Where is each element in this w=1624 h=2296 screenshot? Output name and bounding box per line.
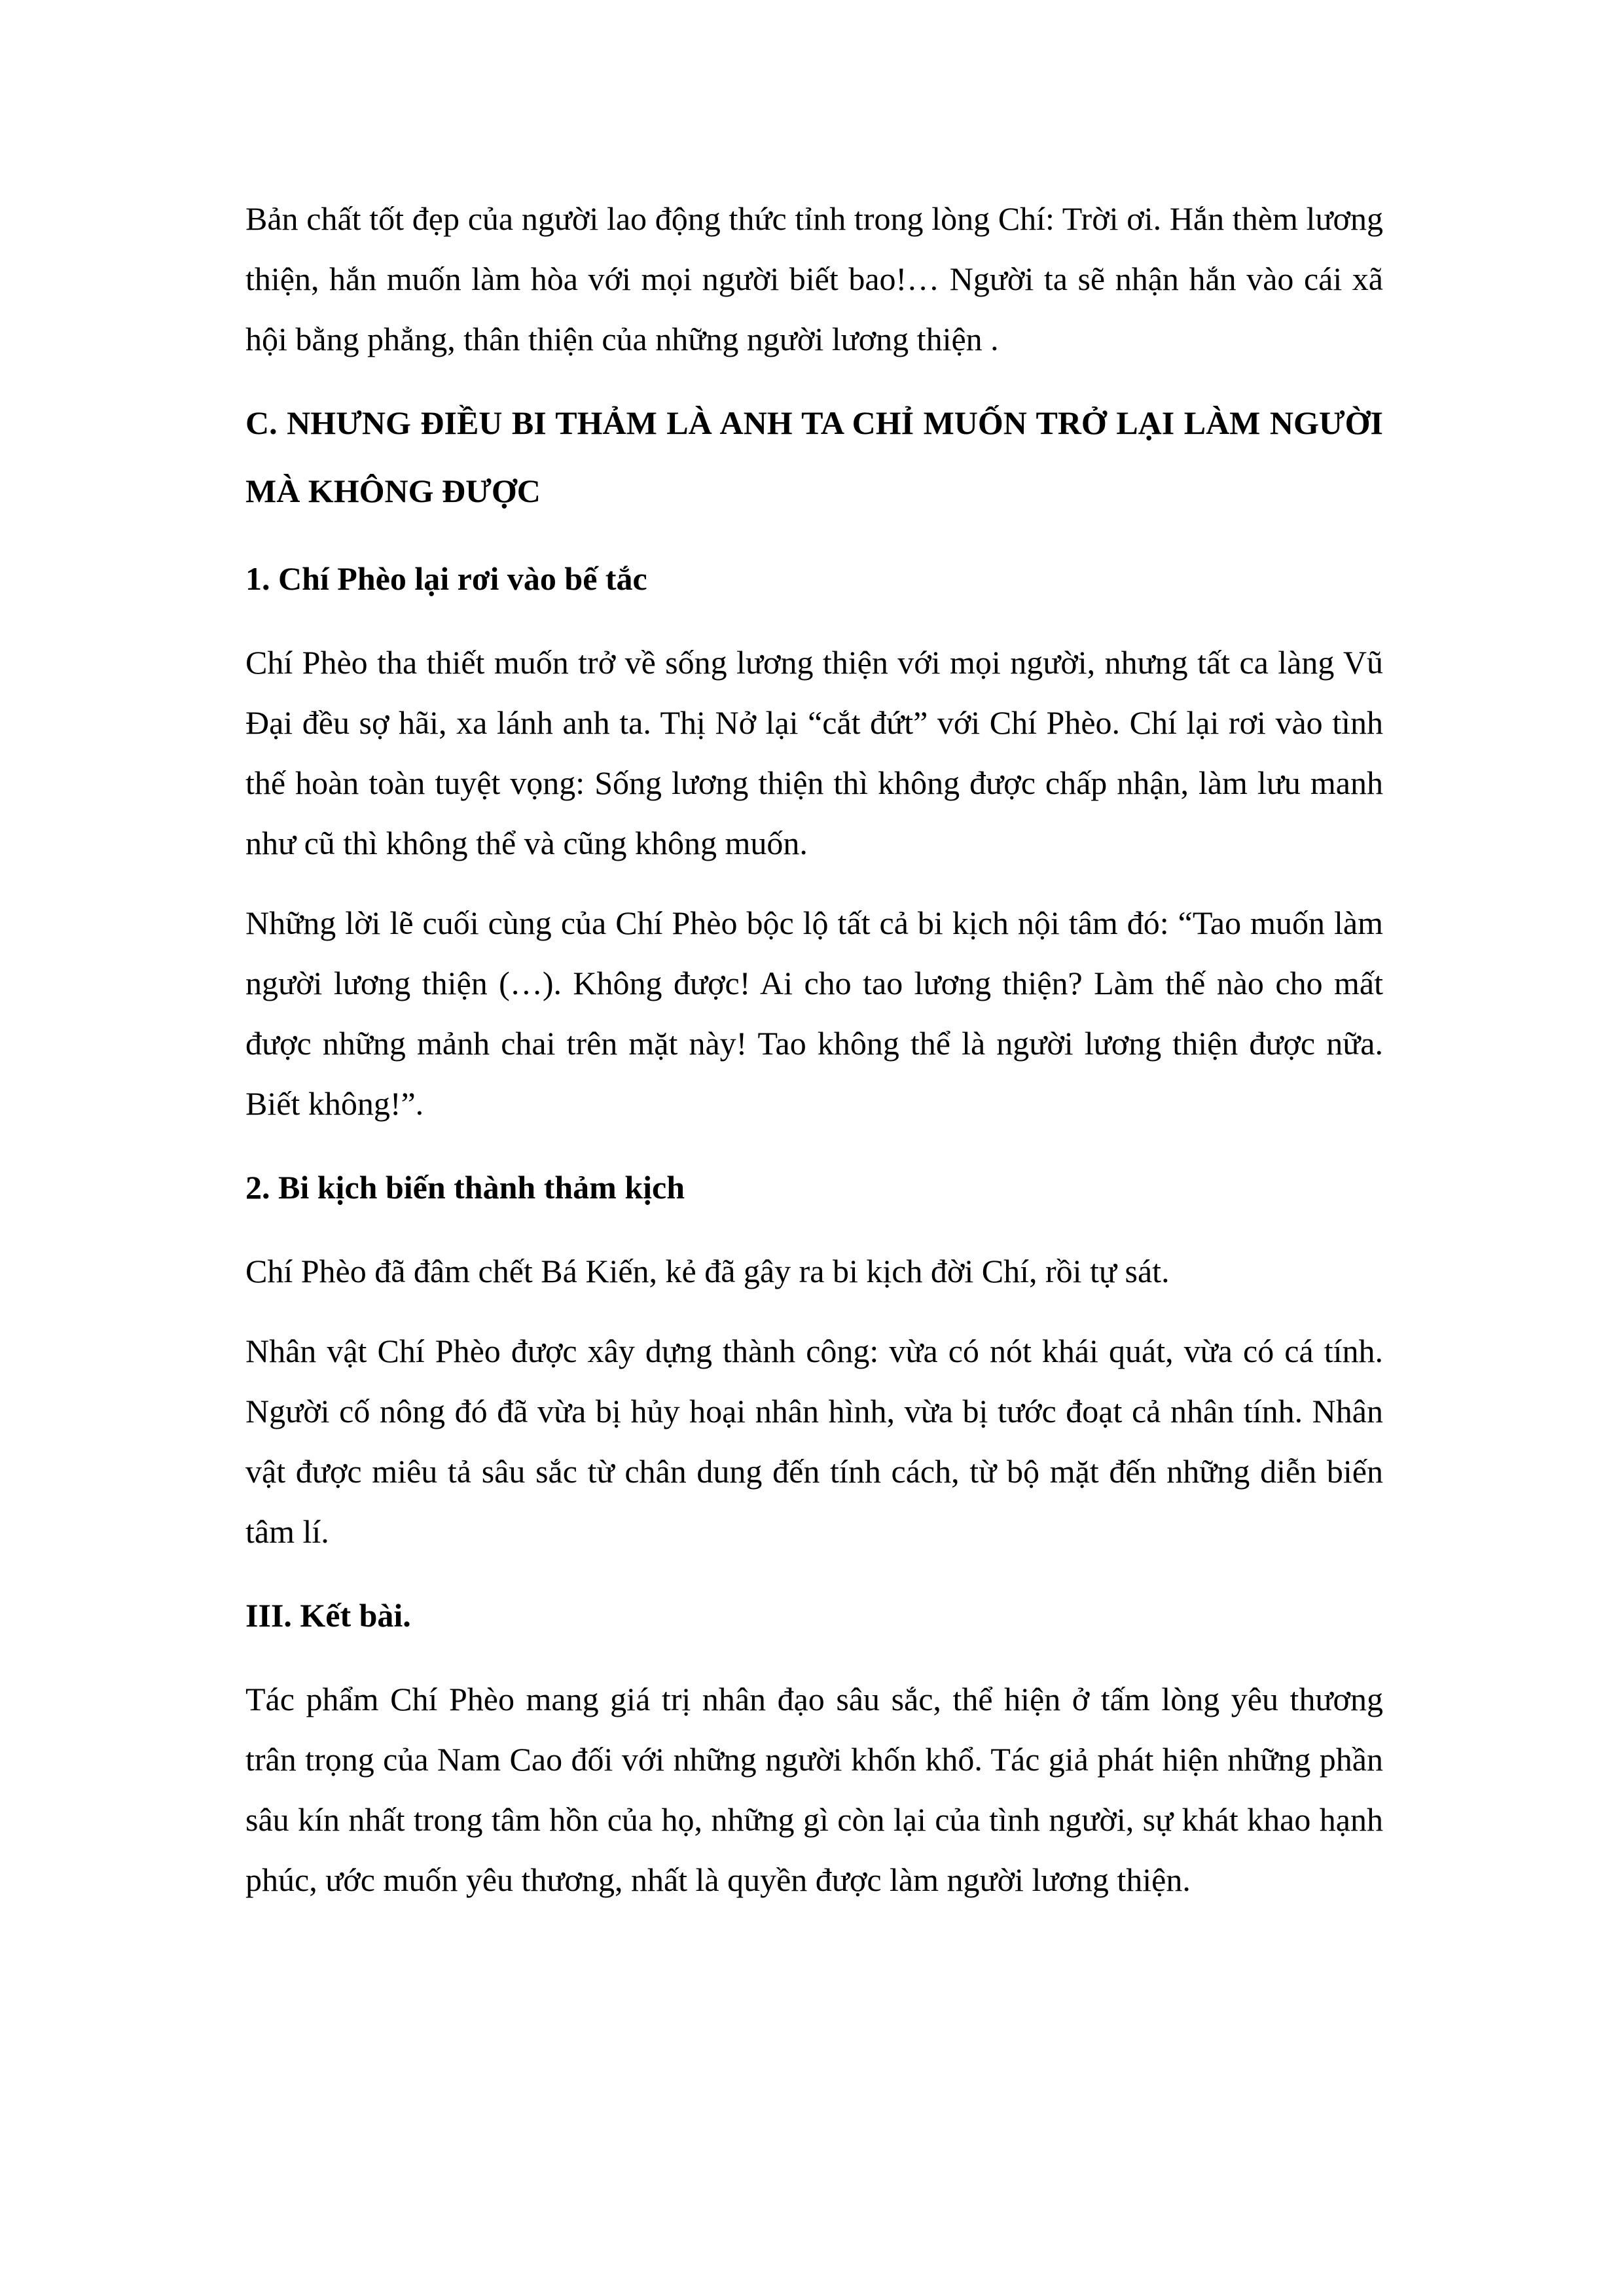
section-heading-conclusion: III. Kết bài.	[245, 1597, 411, 1634]
subheading-deadlock: 1. Chí Phèo lại rơi vào bế tắc	[245, 560, 647, 597]
paragraph-character: Nhân vật Chí Phèo được xây dựng thành công: vừa có nót khái quát, vừa có cá tính. Người cố nông đó đã vừa bị hủy hoại nhân hình, vừa bị tước đoạt cả nhân tính. Nhân vật được miêu tả sâu sắc từ chân dung đến tính cách, từ bộ mặt đến những diễn biến tâm lí.	[245, 1333, 1383, 1550]
paragraph-last-words: Những lời lẽ cuối cùng của Chí Phèo bộc lộ tất cả bi kịch nội tâm đó: “Tao muốn làm người lương thiện (…). Không được! Ai cho tao lương thiện? Làm thế nào cho mất được những mảnh chai trên mặt này! Tao không thể là người lương thiện được nữa. Biết không!”.	[245, 905, 1383, 1122]
subheading-tragedy: 2. Bi kịch biến thành thảm kịch	[245, 1169, 685, 1206]
paragraph-rejection: Chí Phèo tha thiết muốn trở về sống lương thiện với mọi người, nhưng tất ca làng Vũ Đại đều sợ hãi, xa lánh anh ta. Thị Nở lại “cắt đứt” với Chí Phèo. Chí lại rơi vào tình thế hoàn toàn tuyệt vọng: Sống lương thiện thì không được chấp nhận, làm lưu manh như cũ thì không thể và cũng không muốn.	[245, 644, 1383, 861]
document-page	[245, 188, 1383, 1929]
paragraph-death: Chí Phèo đã đâm chết Bá Kiến, kẻ đã gây ra bi kịch đời Chí, rồi tự sát.	[245, 1253, 1170, 1289]
section-heading-c: C. NHƯNG ĐIỀU BI THẢM LÀ ANH TA CHỈ MUỐN TRỞ LẠI LÀM NGƯỜI MÀ KHÔNG ĐƯỢC	[245, 404, 1383, 509]
paragraph-awakening: Bản chất tốt đẹp của người lao động thức tỉnh trong lòng Chí: Trời ơi. Hắn thèm lương thiện, hắn muốn làm hòa với mọi người biết bao!… Người ta sẽ nhận hắn vào cái xã hội bằng phẳng, thân thiện của những người lương thiện .	[245, 200, 1383, 357]
paragraph-conclusion: Tác phẩm Chí Phèo mang giá trị nhân đạo sâu sắc, thể hiện ở tấm lòng yêu thương trân trọng của Nam Cao đối với những người khốn khổ. Tác giả phát hiện những phần sâu kín nhất trong tâm hồn của họ, những gì còn lại của tình người, sự khát khao hạnh phúc, ước muốn yêu thương, nhất là quyền được làm người lương thiện.	[245, 1681, 1383, 1898]
